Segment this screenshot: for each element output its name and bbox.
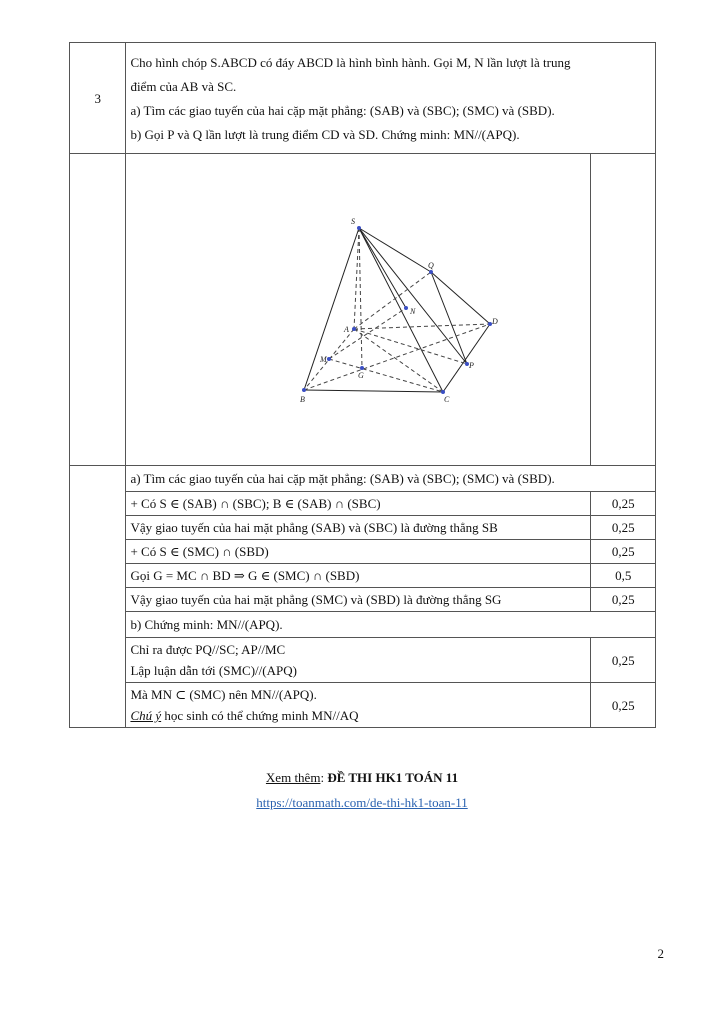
- point-m: [327, 357, 331, 361]
- b-row2-note: [130, 705, 586, 726]
- part-a-header: a) Tìm các giao tuyến của hai cặp mặt phẳng: (SAB) và (SBC); (SMC) và (SBD).: [126, 466, 656, 492]
- figure-row: [70, 154, 656, 466]
- label-m: M: [320, 355, 328, 364]
- problem-number: 3: [70, 43, 126, 154]
- b-row2-score: 0,25: [591, 683, 656, 728]
- b-row1-line2: Lập luận dẫn tới (SMC)//(APQ): [130, 663, 297, 678]
- label-s: S: [351, 217, 356, 226]
- figure-cell: [126, 154, 591, 466]
- problem-part-b: b) Gọi P và Q lần lượt là trung điểm CD và SD. Chứng minh: MN//(APQ).: [130, 127, 520, 142]
- point-q: [429, 270, 433, 274]
- solution-row-score: 0,25: [591, 540, 656, 564]
- solution-row: [70, 588, 656, 612]
- label-g: G: [358, 371, 365, 380]
- problem-part-a: a) Tìm các giao tuyến của hai cặp mặt phẳng: (SAB) và (SBC); (SMC) và (SBD).: [130, 103, 555, 118]
- point-a: [352, 327, 356, 331]
- label-n: N: [410, 307, 416, 316]
- problem-statement: [126, 43, 656, 154]
- page-number: 2: [657, 946, 664, 961]
- b-row2-line1: Mà MN ⊂ (SMC) nên MN//(APQ).: [130, 687, 317, 702]
- solution-row: [70, 516, 656, 540]
- note-text: học sinh có thể chứng minh MN//AQ: [161, 708, 359, 723]
- link-line: [0, 795, 724, 811]
- b-row1-line1: Chỉ ra được PQ//SC; AP//MC: [130, 642, 286, 657]
- problem-row: [70, 43, 656, 154]
- solution-row-text: + Có S ∈ (SMC) ∩ (SBD): [126, 540, 591, 564]
- solution-row: [70, 683, 656, 728]
- point-b: [302, 388, 306, 392]
- b-row1-score: 0,25: [591, 638, 656, 683]
- part-b-header-row: [70, 612, 656, 638]
- note-label: Chú ý: [130, 708, 162, 723]
- solution-row-score: 0,5: [591, 564, 656, 588]
- label-a: A: [344, 325, 350, 334]
- see-more-sep: :: [320, 770, 328, 785]
- label-c: C: [444, 395, 450, 404]
- label-d: D: [492, 317, 499, 326]
- problem-line-1: Cho hình chóp S.ABCD có đáy ABCD là hình bình hành. Gọi M, N lần lượt là trung: [130, 55, 571, 70]
- problem-line-2: điểm của AB và SC.: [130, 79, 237, 94]
- solution-row-score: 0,25: [591, 588, 656, 612]
- label-q: Q: [428, 261, 435, 270]
- label-p: P: [469, 361, 475, 370]
- point-n: [404, 306, 408, 310]
- solution-row: [70, 492, 656, 516]
- solution-row: [70, 564, 656, 588]
- point-s: [357, 226, 361, 230]
- point-g: [360, 366, 364, 370]
- solution-row-score: 0,25: [591, 516, 656, 540]
- solution-row: [70, 540, 656, 564]
- solution-row-score: 0,25: [591, 492, 656, 516]
- see-more-line: [0, 770, 724, 786]
- solution-row-text: Vậy giao tuyến của hai mặt phẳng (SMC) và (SBD) là đường thẳng SG: [126, 588, 591, 612]
- see-more-title: ĐỀ THI HK1 TOÁN 11: [327, 770, 459, 785]
- point-c: [441, 390, 445, 394]
- label-b: B: [300, 395, 306, 404]
- part-a-header-row: [70, 466, 656, 492]
- pyramid-figure: [126, 154, 590, 465]
- toanmath-link[interactable]: https://toanmath.com/de-thi-hk1-toan-11: [256, 795, 468, 810]
- see-more-label: Xem thêm: [265, 770, 321, 785]
- solution-table: [69, 42, 656, 728]
- solution-row-text: Vậy giao tuyến của hai mặt phẳng (SAB) và (SBC) là đường thẳng SB: [126, 516, 591, 540]
- solution-row-text: + Có S ∈ (SAB) ∩ (SBC); B ∈ (SAB) ∩ (SBC): [126, 492, 591, 516]
- solution-row-text: Gọi G = MC ∩ BD ⇒ G ∈ (SMC) ∩ (SBD): [126, 564, 591, 588]
- part-b-header: b) Chứng minh: MN//(APQ).: [126, 612, 656, 638]
- solution-row: [70, 638, 656, 683]
